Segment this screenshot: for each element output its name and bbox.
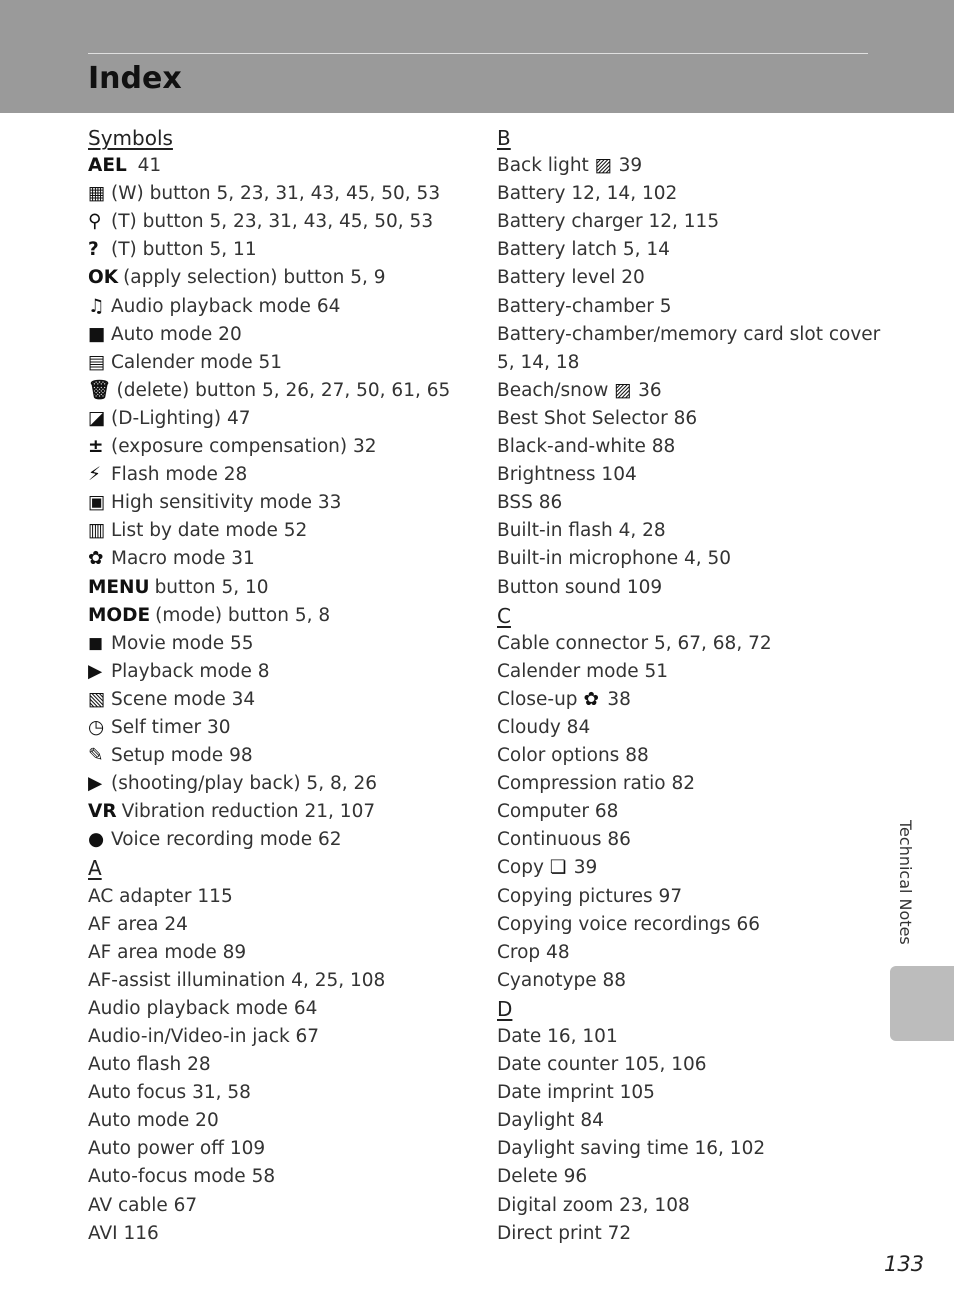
index-entry: Battery 12, 14, 102: [497, 183, 678, 205]
index-entry-text: (delete) button 5, 26, 27, 50, 61, 65: [116, 379, 451, 401]
index-entry: Direct print 72: [497, 1222, 632, 1244]
index-letter-heading: D: [497, 996, 513, 1021]
index-entry: Calender mode 51: [497, 660, 668, 682]
index-entry: [88, 489, 478, 517]
index-entry-text: List by date mode 52: [111, 520, 308, 542]
index-entry: Digital zoom 23, 108: [497, 1194, 690, 1216]
index-entry-text: Close-up: [497, 688, 578, 710]
index-entry: Date imprint 105: [497, 1082, 655, 1104]
index-entry-text: (mode) button 5, 8: [155, 604, 331, 626]
index-entry-text: Vibration reduction 21, 107: [121, 801, 376, 823]
vr-icon: VR: [88, 801, 117, 823]
audio-playback-icon: ♫: [88, 295, 105, 317]
index-entry-text: Scene mode 34: [111, 688, 256, 710]
index-entry: Daylight 84: [497, 1110, 604, 1132]
index-entry-text: Flash mode 28: [111, 464, 248, 486]
index-entry: AF area 24: [88, 913, 188, 935]
index-entry: [88, 770, 478, 798]
index-entry: [88, 742, 478, 770]
index-entry-text: button 5, 10: [154, 576, 269, 598]
index-entry: Battery-chamber/memory card slot cover: [497, 323, 881, 345]
playback-icon: ▶: [88, 660, 103, 682]
index-entry: BSS 86: [497, 492, 563, 514]
index-entry: [88, 377, 478, 405]
scene-icon: ▧: [88, 688, 106, 710]
index-entry: AV cable 67: [88, 1194, 198, 1216]
index-entry: Battery level 20: [497, 267, 645, 289]
index-entry: [88, 405, 478, 433]
header-rule: [88, 53, 868, 54]
index-entry: Battery charger 12, 115: [497, 211, 720, 233]
index-entry: Battery-chamber 5: [497, 295, 672, 317]
backlight-icon: ▨: [594, 155, 613, 177]
thumbnail-icon: ▦: [88, 183, 106, 205]
self-timer-icon: ◷: [88, 716, 105, 738]
index-entry: [88, 798, 478, 826]
index-entry-text: Macro mode 31: [111, 548, 255, 570]
index-entry: [88, 208, 478, 236]
index-entry: Auto mode 20: [88, 1110, 219, 1132]
index-entry: Auto-focus mode 58: [88, 1166, 276, 1188]
index-entry: 5, 14, 18: [497, 351, 580, 373]
index-entry: Audio-in/Video-in jack 67: [88, 1026, 320, 1047]
index-entry: Daylight saving time 16, 102: [497, 1138, 766, 1160]
index-letter-heading: B: [497, 126, 511, 150]
index-entry: Built-in flash 4, 28: [497, 520, 666, 542]
index-entry-text: (W) button 5, 23, 31, 43, 45, 50, 53: [111, 183, 441, 205]
index-entry: [497, 854, 877, 882]
index-entry: Black-and-white 88: [497, 436, 676, 458]
index-entry: [88, 461, 478, 489]
index-entry: Continuous 86: [497, 829, 631, 851]
macro-icon: ✿: [88, 548, 104, 570]
index-entry: [88, 630, 478, 658]
index-entry: Compression ratio 82: [497, 773, 695, 795]
shooting-play-icon: ▶: [88, 773, 103, 795]
index-entry-pages: 39: [567, 857, 598, 879]
index-entry: [497, 686, 877, 714]
page-number: 133: [884, 1252, 925, 1276]
index-entry-pages: 39: [612, 155, 643, 177]
index-entry: Auto focus 31, 58: [88, 1082, 251, 1104]
index-entry: [88, 264, 478, 292]
index-entry-text: High sensitivity mode 33: [111, 492, 342, 514]
index-letter-heading: C: [497, 603, 511, 628]
index-entry-text: Back light: [497, 155, 589, 177]
index-entry: AF-assist illumination 4, 25, 108: [88, 969, 386, 991]
index-column-left: [88, 124, 478, 1248]
index-entry-text: Audio playback mode 64: [111, 295, 341, 317]
index-entry: Copying voice recordings 66: [497, 913, 761, 935]
index-entry-text: (T) button 5, 23, 31, 43, 45, 50, 53: [111, 211, 434, 233]
section-tab-label: Technical Notes: [896, 820, 915, 945]
index-entry: Cable connector 5, 67, 68, 72: [497, 632, 772, 654]
high-iso-icon: ▣: [88, 492, 106, 514]
magnify-icon: ⚲: [88, 211, 102, 233]
index-entry-text: Setup mode 98: [111, 745, 253, 767]
close-up-icon: ✿: [583, 688, 599, 710]
index-entry: Battery latch 5, 14: [497, 239, 670, 261]
index-entry: Button sound 109: [497, 576, 663, 598]
index-entry: [88, 574, 478, 602]
index-entry-text: (T) button 5, 11: [111, 239, 257, 261]
microphone-icon: ●: [88, 829, 105, 851]
setup-icon: ✎: [88, 745, 104, 767]
index-entry-text: Self timer 30: [111, 716, 231, 738]
index-entry-pages: 36: [632, 379, 662, 401]
index-entry: Built-in microphone 4, 50: [497, 548, 732, 570]
mode-icon: MODE: [88, 604, 151, 626]
ael-icon: AEL: [88, 155, 127, 177]
calendar-icon: ▤: [88, 351, 106, 373]
d-lighting-icon: ◪: [88, 407, 106, 429]
index-entry: [88, 602, 478, 630]
index-entry: Delete 96: [497, 1166, 588, 1188]
index-entry: [497, 377, 877, 405]
section-tab: [890, 966, 954, 1041]
flash-icon: ⚡: [88, 464, 101, 486]
index-entry: [88, 349, 478, 377]
index-entry: [88, 293, 478, 321]
index-entry: Cyanotype 88: [497, 969, 626, 991]
index-entry: [88, 321, 478, 349]
help-icon: ?: [88, 239, 99, 261]
index-entry: [88, 658, 478, 686]
index-entry: Date 16, 101: [497, 1026, 618, 1047]
index-entry: [88, 236, 478, 264]
index-entry: [88, 686, 478, 714]
index-entry: [88, 714, 478, 742]
index-entry: Crop 48: [497, 941, 570, 963]
index-entry-text: Calender mode 51: [111, 351, 282, 373]
beach-snow-icon: ▨: [614, 379, 632, 401]
index-entry-pages: 38: [601, 688, 631, 710]
index-entry: AVI 116: [88, 1222, 159, 1244]
index-entry: [88, 433, 478, 461]
trash-icon: 🗑: [88, 379, 112, 401]
menu-icon: MENU: [88, 576, 150, 598]
index-entry: [88, 545, 478, 573]
page-title: Index: [88, 61, 182, 96]
movie-icon: ◼: [88, 632, 104, 654]
index-entry: Date counter 105, 106: [497, 1054, 707, 1076]
ok-icon: OK: [88, 267, 119, 289]
index-entry: [88, 152, 478, 180]
index-entry: [88, 180, 478, 208]
index-entry: Color options 88: [497, 745, 649, 767]
index-entry: Auto power off 109: [88, 1138, 266, 1160]
index-entry: Audio playback mode 64: [88, 997, 318, 1019]
index-entry-text: (D-Lighting) 47: [111, 407, 251, 429]
index-entry: Best Shot Selector 86: [497, 407, 698, 429]
index-column-right: [497, 124, 881, 1248]
index-entry-text: Copy: [497, 857, 544, 879]
index-entry-text: (exposure compensation) 32: [111, 436, 377, 458]
copy-icon: ❏: [549, 857, 567, 879]
list-by-date-icon: ▥: [88, 520, 106, 542]
index-entry: AC adapter 115: [88, 885, 233, 907]
index-entry-text: Beach/snow: [497, 379, 609, 401]
index-entry: [497, 152, 877, 180]
index-entry-text: Playback mode 8: [111, 660, 270, 682]
index-entry: Brightness 104: [497, 464, 637, 486]
index-entry: Copying pictures 97: [497, 885, 683, 907]
exposure-icon: ±: [88, 436, 104, 458]
index-entry-text: Auto mode 20: [111, 323, 242, 345]
index-entry: Computer 68: [497, 801, 619, 823]
index-letter-heading: Symbols: [88, 126, 173, 150]
camera-icon: ■: [88, 323, 106, 345]
index-entry-text: (apply selection) button 5, 9: [123, 267, 386, 289]
index-entry-text: (shooting/play back) 5, 8, 26: [111, 773, 378, 795]
index-entry-text: 41: [131, 155, 162, 177]
index-letter-heading: A: [88, 856, 102, 881]
index-entry: Cloudy 84: [497, 716, 591, 738]
index-entry: AF area mode 89: [88, 941, 247, 963]
index-entry: Auto flash 28: [88, 1054, 211, 1076]
index-entry-text: Movie mode 55: [111, 632, 254, 654]
index-entry: [88, 517, 478, 545]
index-entry: [88, 826, 478, 854]
index-entry-text: Voice recording mode 62: [111, 829, 342, 851]
